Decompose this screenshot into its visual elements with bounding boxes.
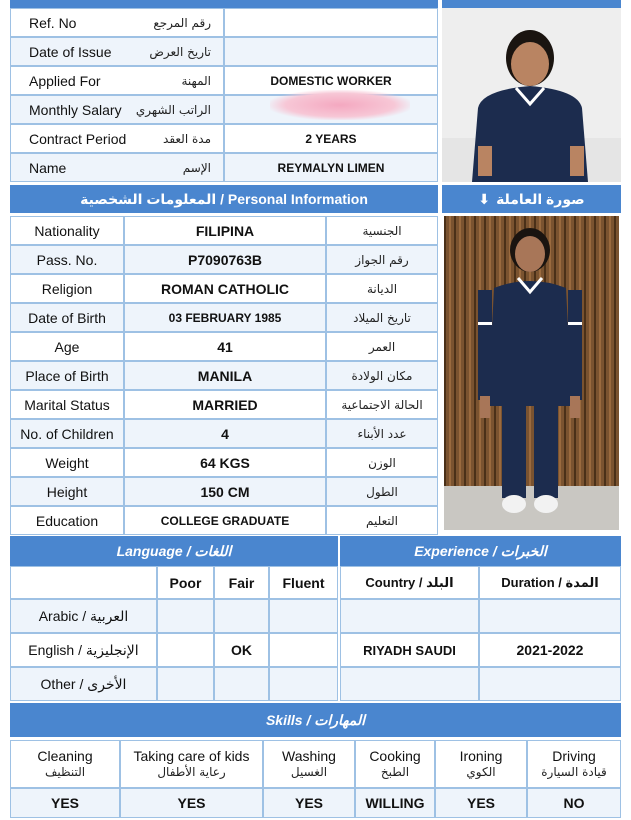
skill-value	[527, 788, 621, 818]
header-row	[10, 153, 224, 182]
personal-value	[124, 419, 326, 448]
skill-name-en: Ironing	[459, 747, 503, 764]
personal-value-text: P7090763B	[188, 251, 262, 268]
language-col-header	[157, 566, 214, 599]
header-label-en: Ref. No	[29, 14, 77, 31]
personal-value-text: FILIPINA	[195, 222, 255, 239]
personal-label-en	[10, 245, 124, 274]
personal-label-ar	[326, 245, 438, 274]
personal-value	[124, 216, 326, 245]
skill-value-text: YES	[466, 795, 495, 811]
personal-label-en-text: Education	[35, 512, 99, 529]
header-value	[224, 153, 438, 182]
personal-value	[124, 245, 326, 274]
skill-value-text: YES	[294, 795, 323, 811]
language-bar	[10, 536, 338, 566]
personal-label-ar-text: العمر	[368, 339, 396, 354]
personal-label-en-text: Height	[46, 483, 88, 500]
skill-name-ar: التنظيف	[44, 765, 86, 780]
language-row-label	[10, 667, 157, 701]
language-col-header-text: Fair	[228, 574, 255, 591]
personal-label-ar	[326, 332, 438, 361]
skill-header	[263, 740, 355, 788]
language-level-fair	[214, 633, 269, 667]
personal-label-en	[10, 361, 124, 390]
skill-value	[120, 788, 263, 818]
language-level-poor	[157, 599, 214, 633]
language-row-label-text: English / الإنجليزية	[28, 641, 139, 658]
personal-label-ar	[326, 303, 438, 332]
personal-label-ar-text: الحالة الاجتماعية	[341, 397, 423, 412]
personal-label-ar	[326, 390, 438, 419]
personal-value	[124, 448, 326, 477]
header-row	[10, 37, 224, 66]
header-label-ar: مدة العقد	[163, 131, 211, 146]
personal-label-en	[10, 390, 124, 419]
skill-header	[355, 740, 435, 788]
personal-label-en-text: Nationality	[34, 222, 100, 239]
down-arrow-icon: ⬇	[478, 190, 491, 207]
skill-header	[435, 740, 527, 788]
full-body-photo	[444, 216, 619, 530]
header-label-en: Applied For	[29, 72, 101, 89]
personal-label-en	[10, 303, 124, 332]
skill-name-ar: رعاية الأطفال	[157, 765, 226, 780]
language-level-fluent	[269, 599, 338, 633]
personal-label-en-text: Date of Birth	[28, 309, 106, 326]
personal-value	[124, 390, 326, 419]
salary-redaction	[270, 90, 410, 120]
personal-label-ar-text: التعليم	[366, 513, 398, 528]
header-label-ar: تاريخ العرض	[149, 44, 211, 59]
personal-value-text: ROMAN CATHOLIC	[160, 280, 290, 297]
top-strip	[10, 0, 438, 8]
experience-country	[340, 599, 479, 633]
top-strip-right	[442, 0, 621, 8]
skill-name-ar: الغسيل	[290, 765, 328, 780]
header-label-ar: رقم المرجع	[153, 15, 211, 30]
skill-value	[355, 788, 435, 818]
personal-label-en-text: Religion	[41, 280, 93, 297]
experience-country-text: RIYADH SAUDI	[363, 642, 456, 658]
personal-label-ar-text: الطول	[366, 484, 398, 499]
personal-value-text: 03 FEBRUARY 1985	[168, 310, 282, 325]
experience-country	[340, 667, 479, 701]
header-value-text: DOMESTIC WORKER	[270, 73, 392, 88]
language-level-fair	[214, 599, 269, 633]
personal-value-text: 64 KGS	[200, 454, 250, 471]
experience-col-country-text: Country / البلد	[365, 574, 454, 590]
header-row	[10, 95, 224, 124]
header-value	[224, 124, 438, 153]
language-level-fair-text: OK	[231, 642, 252, 658]
experience-duration	[479, 633, 621, 667]
personal-label-ar	[326, 216, 438, 245]
header-row	[10, 8, 224, 37]
header-row	[10, 124, 224, 153]
skill-name-ar: الكوي	[466, 765, 496, 780]
experience-duration	[479, 667, 621, 701]
language-row-label	[10, 633, 157, 667]
language-col-header-text: Poor	[169, 574, 202, 591]
personal-label-ar	[326, 361, 438, 390]
experience-country	[340, 633, 479, 667]
language-level-poor	[157, 633, 214, 667]
personal-label-en	[10, 419, 124, 448]
language-level-fluent	[269, 667, 338, 701]
experience-duration-text: 2021-2022	[516, 642, 584, 658]
experience-col-country	[340, 566, 479, 599]
personal-label-en-text: Marital Status	[24, 396, 110, 413]
personal-label-ar	[326, 506, 438, 535]
experience-duration	[479, 599, 621, 633]
language-col-header	[269, 566, 338, 599]
skill-value-text: YES	[177, 795, 206, 811]
language-level-fluent	[269, 633, 338, 667]
skill-name-en: Cleaning	[37, 747, 93, 764]
personal-label-en-text: Pass. No.	[36, 251, 98, 268]
experience-title: Experience / الخبرات	[414, 542, 547, 559]
skill-value	[263, 788, 355, 818]
experience-bar	[340, 536, 621, 566]
header-label-en: Date of Issue	[29, 43, 112, 60]
skill-name-ar: قيادة السيارة	[541, 765, 607, 780]
language-row-label-text: Other / الأخرى	[40, 675, 127, 692]
language-level-poor	[157, 667, 214, 701]
language-level-fair	[214, 667, 269, 701]
personal-label-ar-text: تاريخ الميلاد	[353, 310, 411, 325]
personal-label-ar-text: الجنسية	[362, 223, 402, 238]
header-row	[10, 66, 224, 95]
personal-value	[124, 361, 326, 390]
personal-label-ar	[326, 448, 438, 477]
personal-label-en	[10, 332, 124, 361]
header-label-en: Name	[29, 159, 67, 176]
skill-value-text: NO	[563, 795, 585, 811]
skill-header	[527, 740, 621, 788]
skill-value	[435, 788, 527, 818]
skill-header	[10, 740, 120, 788]
personal-value-text: MARRIED	[192, 396, 258, 413]
personal-value-text: MANILA	[197, 367, 253, 384]
personal-label-en-text: Age	[54, 338, 80, 355]
personal-value	[124, 332, 326, 361]
personal-value	[124, 506, 326, 535]
personal-label-en	[10, 506, 124, 535]
personal-value	[124, 303, 326, 332]
photo-bar	[442, 185, 621, 213]
experience-col-duration	[479, 566, 621, 599]
photo-title: صورة العاملة	[496, 190, 585, 207]
personal-label-en-text: Weight	[45, 454, 89, 471]
header-value-text: 2 YEARS	[305, 131, 357, 146]
skill-name-ar: الطبخ	[380, 765, 410, 780]
header-label-en: Monthly Salary	[29, 101, 122, 118]
skill-value-text: YES	[50, 795, 79, 811]
personal-value	[124, 477, 326, 506]
language-corner	[10, 566, 157, 599]
skill-value	[10, 788, 120, 818]
personal-label-en	[10, 448, 124, 477]
personal-value-text: 41	[217, 338, 233, 355]
skills-title: Skills / المهارات	[265, 711, 366, 728]
language-title: Language / اللغات	[116, 542, 232, 559]
personal-label-ar-text: الوزن	[368, 455, 396, 470]
personal-label-en	[10, 216, 124, 245]
experience-col-duration-text: Duration / المدة	[501, 574, 599, 590]
header-value	[224, 8, 438, 37]
personal-label-ar	[326, 419, 438, 448]
personal-label-ar-text: مكان الولادة	[351, 368, 413, 383]
language-row-label-text: Arabic / العربية	[38, 607, 129, 624]
skill-name-en: Washing	[282, 747, 336, 764]
header-photo	[442, 8, 621, 182]
personal-label-en	[10, 477, 124, 506]
personal-info-bar	[10, 185, 438, 213]
personal-label-ar-text: الديانة	[366, 281, 398, 296]
personal-value-text: COLLEGE GRADUATE	[160, 513, 290, 528]
personal-value	[124, 274, 326, 303]
personal-label-ar	[326, 477, 438, 506]
personal-label-en-text: No. of Children	[20, 425, 114, 442]
personal-label-ar	[326, 274, 438, 303]
language-col-header	[214, 566, 269, 599]
header-label-ar: الإسم	[182, 160, 211, 175]
language-row-label	[10, 599, 157, 633]
skill-name-en: Cooking	[369, 747, 421, 764]
header-value	[224, 37, 438, 66]
personal-label-ar-text: رقم الجواز	[355, 252, 409, 267]
personal-label-ar-text: عدد الأبناء	[357, 426, 407, 441]
skill-value-text: WILLING	[365, 795, 425, 811]
skills-bar	[10, 703, 621, 737]
header-label-en: Contract Period	[29, 130, 127, 147]
personal-info-title: المعلومات الشخصية / Personal Information	[80, 190, 368, 207]
header-label-ar: المهنة	[181, 73, 211, 88]
header-label-ar: الراتب الشهري	[135, 102, 211, 117]
header-value-text: REYMALYN LIMEN	[277, 160, 385, 175]
personal-value-text: 4	[221, 425, 229, 442]
personal-value-text: 150 CM	[200, 483, 250, 500]
language-col-header-text: Fluent	[282, 574, 325, 591]
skill-header	[120, 740, 263, 788]
skill-name-en: Taking care of kids	[133, 747, 250, 764]
personal-label-en-text: Place of Birth	[25, 367, 109, 384]
skill-name-en: Driving	[552, 747, 596, 764]
personal-label-en	[10, 274, 124, 303]
